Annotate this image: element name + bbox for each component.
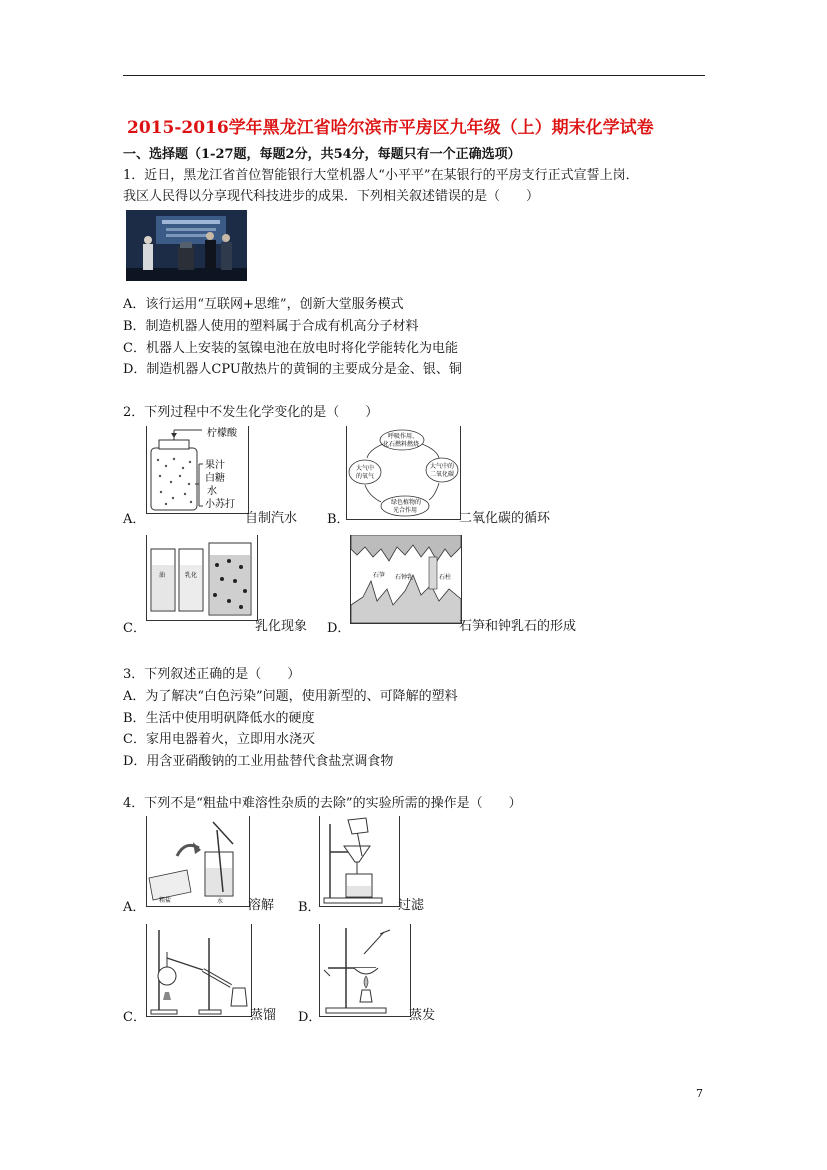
q2a-label-sugar: 白糖 [205,473,225,484]
q4-stem: 4．下列不是“粗盐中难溶性杂质的去除”的实验所需的操作是（ ） [123,796,522,811]
q1-option-a: A．该行运用“互联网+思维”，创新大堂服务模式 [123,297,404,312]
q2b-label-5: 大气中的 [430,463,455,470]
q2b-label-6: 二氧化碳 [430,471,455,478]
q2-figure-a-soda [146,426,249,514]
section-heading: 一、选择题（1-27题，每题2分，共54分，每题只有一个正确选项） [123,147,521,162]
q4-letter-a: A． [123,900,146,915]
q3-option-d: D．用含亚硝酸钠的工业用盐替代食盐烹调食物 [123,754,394,769]
q3-option-b: B．生活中使用明矾降低水的硬度 [123,711,315,726]
header-rule [123,75,705,76]
q4-caption-b: 过滤 [398,898,425,913]
q4-letter-c: C． [123,1010,146,1025]
q3-option-c: C．家用电器着火，立即用水浇灭 [123,732,315,747]
q2c-label-oil: 油 [159,572,166,579]
q2-letter-a: A． [123,512,146,527]
page-title: 2015-2016学年黑龙江省哈尔滨市平房区九年级（上）期末化学试卷 [127,118,654,138]
q2-caption-b: 二氧化碳的循环 [459,511,551,526]
q1-option-c: C．机器人上安装的氢镍电池在放电时将化学能转化为电能 [123,341,458,356]
page-number: 7 [696,1087,703,1100]
q2-figure-d-stalactites [350,535,462,624]
q2-figure-b-co2-cycle [346,426,461,520]
q4-figure-b-filtration [319,816,400,907]
q1-option-b: B．制造机器人使用的塑料属于合成有机高分子材料 [123,319,419,334]
q3-stem: 3．下列叙述正确的是（ ） [123,667,301,682]
q2a-label-juice: 果汁 [205,460,225,471]
q1-stem-line1: 1．近日，黑龙江省首位智能银行大堂机器人“小平平”在某银行的平房支行正式宣誓上岗． [123,168,639,183]
q4-figure-c-distillation [146,924,252,1017]
q2b-label-7: 绿色植物的 [391,499,422,506]
q1-option-d: D．制造机器人CPU散热片的黄铜的主要成分是金、银、铜 [123,362,462,377]
q2c-label-emulsify: 乳化 [185,572,198,579]
q2a-label-acid: 柠檬酸 [207,428,237,439]
q2d-label-stalactite: 石钟乳 [395,574,414,581]
q4-caption-d: 蒸发 [409,1008,436,1023]
q2-caption-a: 自制汽水 [245,511,298,526]
robot-photo [126,210,247,281]
q2-caption-d: 石笋和钟乳石的形成 [459,619,577,634]
q4-letter-d: D． [298,1010,322,1025]
q2-letter-b: B． [327,512,350,527]
q1-stem-line2: 我区人民得以分享现代科技进步的成果．下列相关叙述错误的是（ ） [123,189,540,204]
q2-caption-c: 乳化现象 [255,619,308,634]
q4a-label-water: 水 [217,898,224,905]
q2-stem: 2．下列过程中不发生化学变化的是（ ） [123,405,379,420]
q2d-label-column: 石柱 [439,574,452,581]
q4-caption-a: 溶解 [248,898,275,913]
q4-figure-a-dissolve [146,816,250,907]
q2b-label-2: 化石燃料燃烧 [383,441,420,448]
q2-letter-c: C． [123,621,146,636]
q2b-label-1: 呼吸作用、 [388,433,419,440]
q4-letter-b: B． [298,900,321,915]
q2-letter-d: D． [327,621,351,636]
q2a-label-soda: 小苏打 [205,499,235,510]
q2b-label-3: 大气中 [356,465,375,472]
q2b-label-8: 光合作用 [393,507,418,514]
q3-option-a: A．为了解决“白色污染”问题，使用新型的、可降解的塑料 [123,689,458,704]
q2a-label-water: 水 [207,486,217,497]
q4-caption-c: 蒸馏 [250,1008,277,1023]
q4-figure-d-evaporation [319,924,411,1017]
q4a-label-salt: 粗盐 [159,897,172,904]
q2b-label-4: 的氧气 [356,473,375,480]
q2d-label-stalagmite: 石笋 [373,572,386,579]
q2-figure-c-emulsion [146,535,258,621]
